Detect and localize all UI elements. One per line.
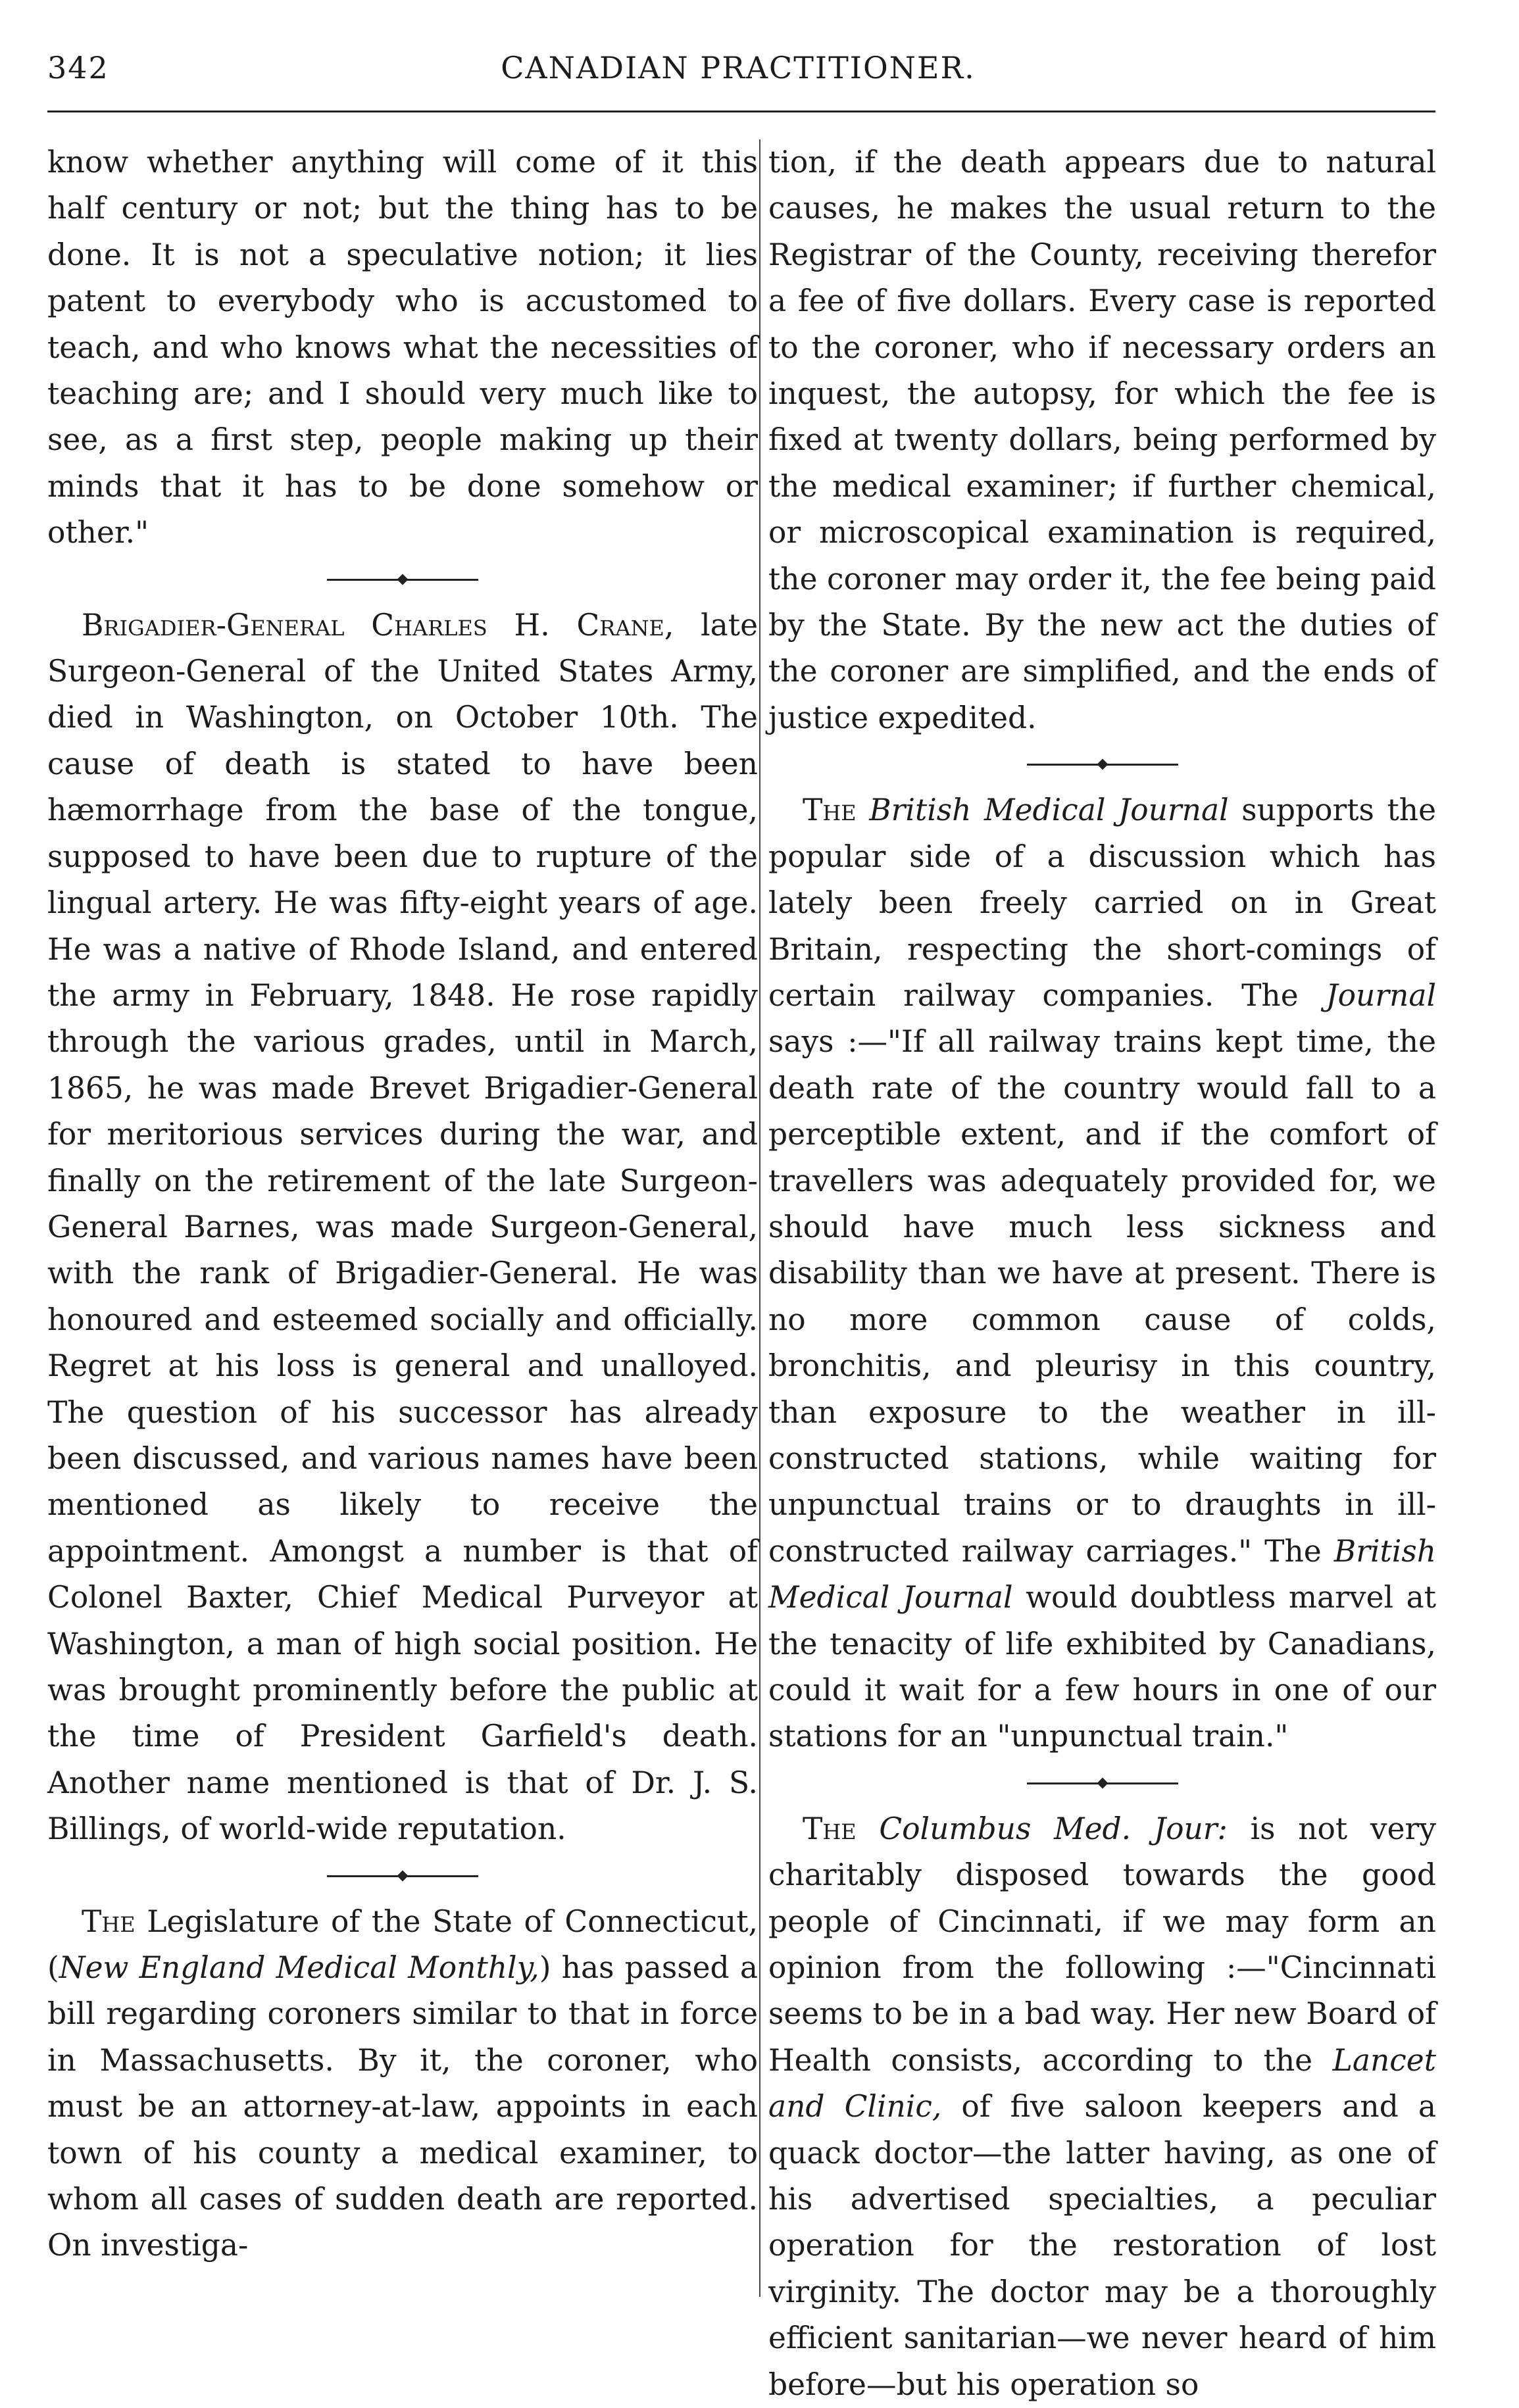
journal-title: CANADIAN PRACTITIONER.	[501, 50, 976, 86]
paragraph-continued: know whether anything will come of it this half century or not; but the thing has to be done. It is not a speculative notion; it lies patent to everybody who is accustomed to teach, and who knows what the necessities of teaching are; and I should very much like to see, as a first step, people making up their minds that it has to be done somehow or other."	[47, 145, 758, 551]
section-separator	[768, 1760, 1436, 1806]
page-number: 342	[47, 50, 109, 86]
paragraph-body: would doubtless marvel at the tenacity of life exhibited by Canadians, could it wait for a few hours in one of our stations for an "unpunctual train."	[768, 1580, 1436, 1754]
column-divider	[759, 139, 760, 2297]
running-head	[47, 50, 1429, 103]
paragraph-continued: tion, if the death appears due to natural causes, he makes the usual return to the Registrar of the County, receiving therefor a fee of five dollars. Every case is reported to the coroner, who if necessary orders an inquest, the autopsy, for which the fee is fixed at twenty dollars, being performed by the medical examiner; if further chemical, or microscopical examination is required, the coroner may order it, the fee being paid by the State. By the new act the duties of the coroner are simplified, and the ends of justice expedited.	[768, 145, 1436, 735]
lead-in-word: The	[803, 1811, 857, 1846]
paragraph-body: says :—"If all railway trains kept time, the death rate of the country would fall to a perceptible extent, and if the comfort of travellers was adequately provided for, we should have much less sickness and disability than we have at present. There is no more common cause of colds, bronchitis, and pleurisy in this country, than exposure to the weather in ill-constructed stations, while waiting for unpunctual trains or to draughts in ill-constructed railway carriages." The	[768, 1024, 1436, 1569]
journal-reference: Lancet and Clinic,	[768, 2042, 1436, 2125]
paragraph-body: Legislature of the State of Connecticut, (	[47, 1904, 758, 1986]
paragraph-body: ) has passed a bill regarding coroners similar to that in force in Massachusetts. By it, the coroner, who must be an attorney-at-law, appoints in each town of his county a medical examiner, to whom all cases of sudden death are reported. On investiga-	[47, 1950, 758, 2263]
journal-reference: Columbus Med. Jour:	[879, 1811, 1228, 1846]
journal-reference: Journal	[1326, 977, 1436, 1013]
journal-reference: New England Medical Monthly,	[59, 1950, 539, 1986]
paragraph-body: of five saloon keepers and a quack doctor—the latter having, as one of his advertised specialties, a peculiar operation for the restoration of lost virginity. The doctor may be a thoroughly efficient sanitarian—we never heard of him before—but his operation so	[768, 2089, 1436, 2402]
lead-in-name: Brigadier-General Charles H. Crane,	[82, 607, 674, 643]
journal-reference: British Medical Journal	[869, 793, 1229, 828]
paragraph-railway-trains	[768, 787, 1436, 1760]
left-column	[47, 139, 758, 2269]
lead-in-word: The	[803, 793, 857, 828]
paragraph-connecticut-coroners	[47, 1899, 758, 2269]
paragraph-body: supports the popular side of a discussion which has lately been freely carried on in Great Britain, respecting the short-comings of certain railway companies. The	[768, 793, 1436, 1013]
lead-in-word: The	[82, 1904, 136, 1939]
paragraph-crane-obituary	[47, 602, 758, 1853]
right-column	[768, 139, 1436, 2408]
journal-reference: British Medical Journal	[768, 1533, 1436, 1615]
paragraph-body: is not very charitably disposed towards the good people of Cincinnati, if we may form an opinion from the following :—"Cincinnati seems to be in a bad way. Her new Board of Health consists, according to the	[768, 1811, 1436, 2078]
paragraph-body: late Surgeon-General of the United States Army, died in Washington, on October 10th. The cause of death is stated to have been hæmorrhage from the base of the tongue, supposed to have been due to rupture of the lingual artery. He was fifty-eight years of age. He was a native of Rhode Island, and entered the army in February, 1848. He rose rapidly through the various grades, until in March, 1865, he was made Brevet Brigadier-General for meritorious services during the war, and finally on the retirement of the late Surgeon-General Barnes, was made Surgeon-General, with the rank of Brigadier-General. He was honoured and esteemed socially and officially. Regret at his loss is general and unalloyed. The question of his successor has already been discussed, and various names have been mentioned as likely to receive the appointment. Amongst a number is that of Colonel Baxter, Chief Medical Purveyor at Washington, a man of high social position. He was brought prominently before the public at the time of President Garfield's death. Another name mentioned is that of Dr. J. S. Billings, of world-wide reputation.	[47, 607, 758, 1847]
header-rule	[47, 111, 1435, 112]
section-separator	[768, 741, 1436, 787]
section-separator	[47, 556, 758, 602]
paragraph-cincinnati-board	[768, 1806, 1436, 2408]
section-separator	[47, 1853, 758, 1899]
